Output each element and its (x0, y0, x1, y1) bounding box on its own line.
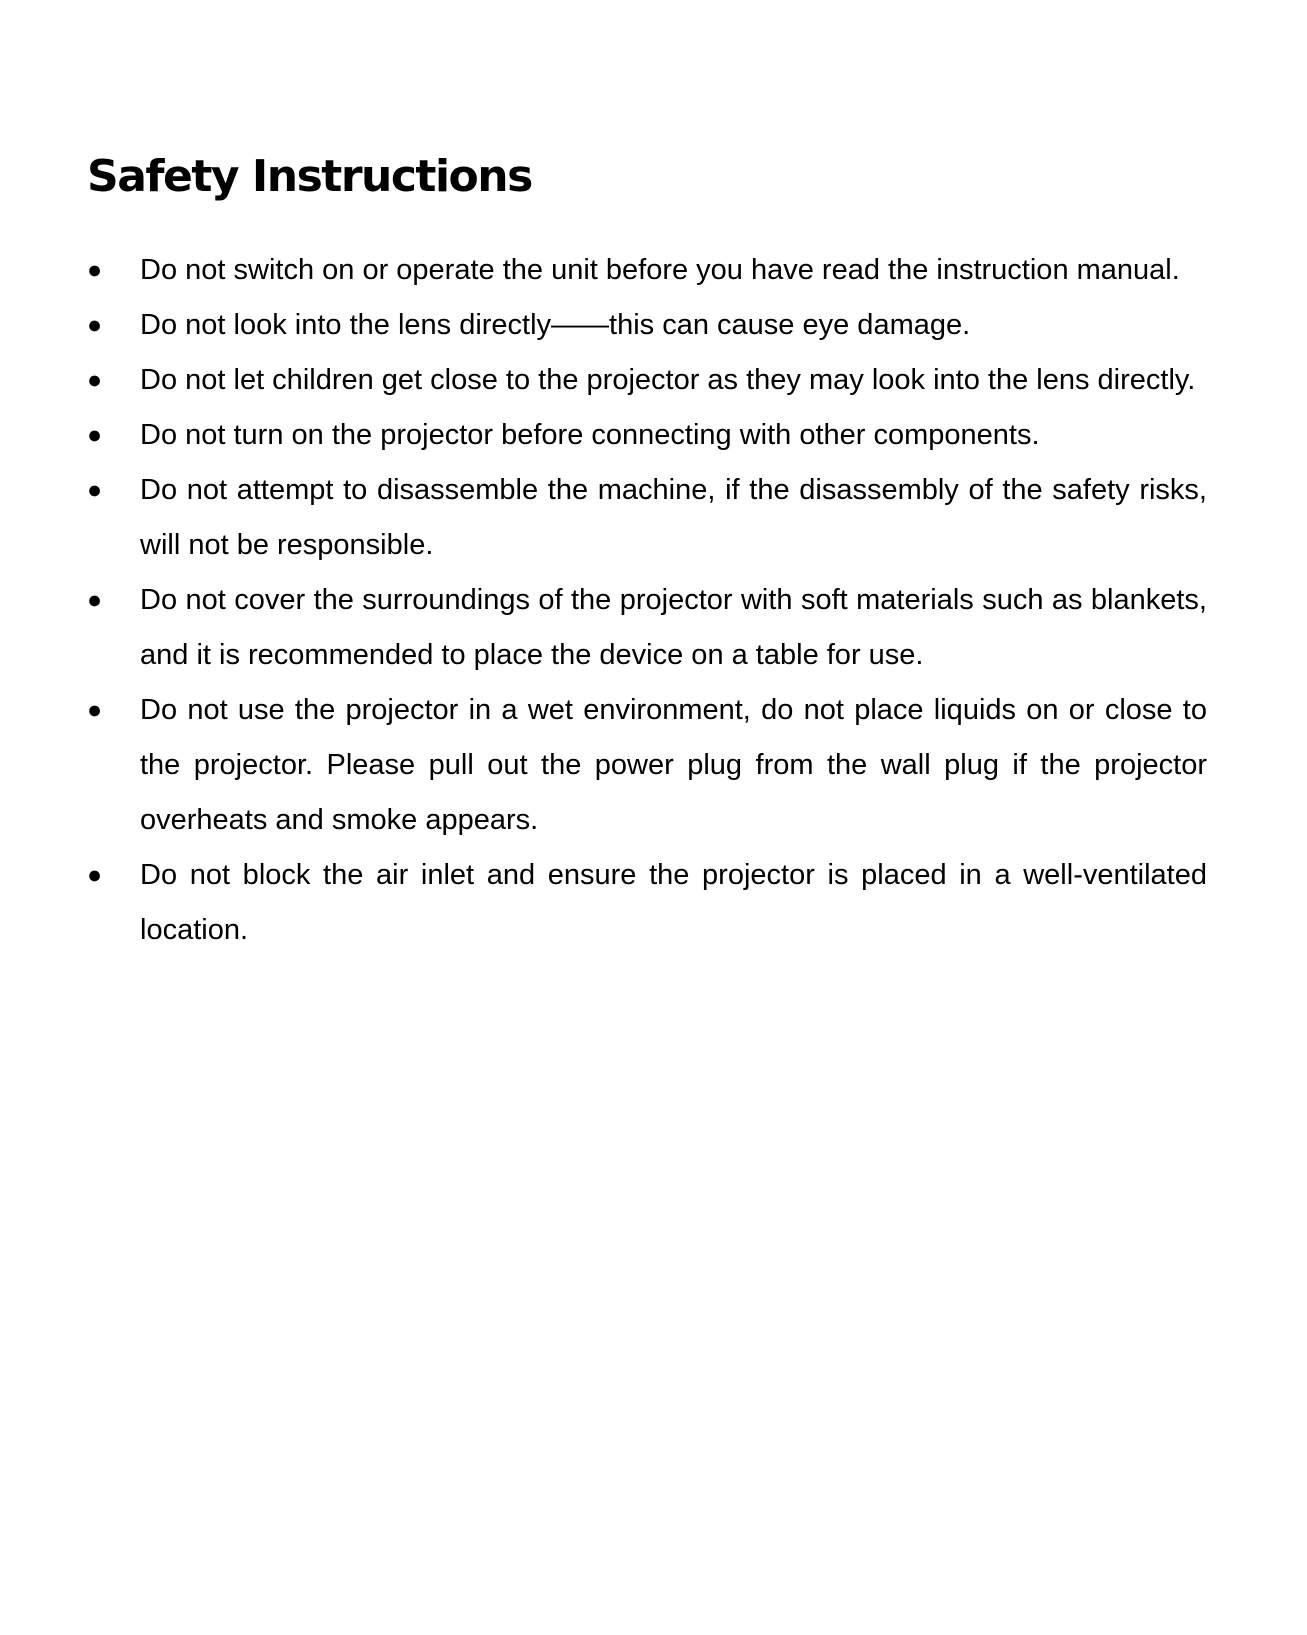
list-item (87, 243, 1207, 298)
bullet-icon: ● (87, 311, 103, 339)
list-item (87, 683, 1207, 848)
list-item-text: Do not look into the lens directly——this can cause eye damage. (140, 309, 971, 341)
page-title: Safety Instructions (87, 151, 532, 202)
list-item-text: Do not use the projector in a wet environment, do not place liquids on or close to the projector. Please pull out the power plug from the wall plug if the projector overheats and smoke appears. (140, 694, 1207, 836)
list-item-text: Do not block the air inlet and ensure the projector is placed in a well-ventilated location. (140, 859, 1207, 946)
list-item-text: Do not turn on the projector before connecting with other components. (140, 419, 1040, 451)
list-item (87, 463, 1207, 573)
list-item (87, 408, 1207, 463)
list-item-text: Do not let children get close to the projector as they may look into the lens directly. (140, 364, 1196, 396)
list-item-text: Do not attempt to disassemble the machine, if the disassembly of the safety risks, will not be responsible. (140, 474, 1207, 561)
bullet-icon: ● (87, 476, 103, 504)
safety-instructions-list (87, 243, 1207, 958)
list-item (87, 848, 1207, 958)
list-item-text: Do not cover the surroundings of the projector with soft materials such as blankets, and it is recommended to place the device on a table for use. (140, 584, 1207, 671)
list-item (87, 353, 1207, 408)
bullet-icon: ● (87, 366, 103, 394)
list-item (87, 573, 1207, 683)
bullet-icon: ● (87, 861, 103, 889)
bullet-icon: ● (87, 586, 103, 614)
list-item-text: Do not switch on or operate the unit before you have read the instruction manual. (140, 254, 1180, 286)
list-item (87, 298, 1207, 353)
bullet-icon: ● (87, 421, 103, 449)
bullet-icon: ● (87, 256, 103, 284)
bullet-icon: ● (87, 696, 103, 724)
